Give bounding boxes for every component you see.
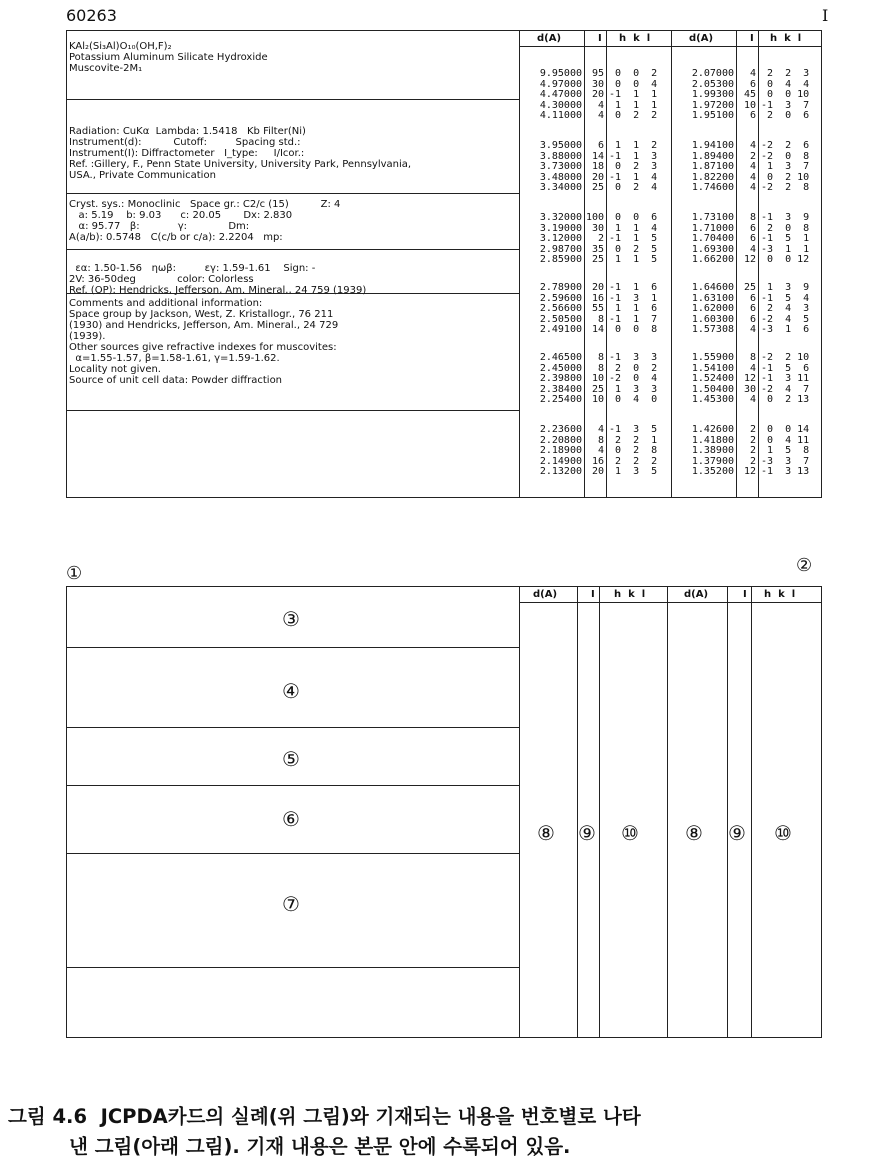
peak-cell-d1: 3.12000 <box>539 233 582 244</box>
peak-cell-d1: 2.46500 <box>539 352 582 363</box>
peak-cell-hkl2: -1 5 4 <box>761 292 810 304</box>
col-header-hkl: h k l <box>619 33 651 44</box>
peak-cell-d2: 1.71000 <box>691 222 734 234</box>
peak-cell-i2: 25 <box>743 282 756 293</box>
peak-cell-hkl1: 2 0 2 <box>609 362 658 374</box>
region-7-label: ⑦ <box>282 892 300 916</box>
peak-cell-i1: 18 <box>591 161 604 172</box>
peak-cell-i1: 20 <box>591 171 604 183</box>
peak-cell-i1: 20 <box>591 466 604 477</box>
peak-cell-hkl1: 0 2 2 <box>609 110 658 121</box>
peak-cell-d1: 2.13200 <box>539 466 582 477</box>
peak-cell-hkl1: -1 1 6 <box>609 282 658 293</box>
peak-cell-i2: 45 <box>743 89 756 100</box>
diagram-header-i2: I <box>743 589 747 600</box>
peak-cell-i2: 4 <box>749 362 756 374</box>
peak-cell-i2: 8 <box>749 212 756 223</box>
peak-cell-d1: 2.98700 <box>539 243 582 255</box>
peak-cell-hkl2: 1 3 7 <box>761 161 810 172</box>
peak-cell-hkl2: 1 5 8 <box>761 445 810 456</box>
peak-cell-hkl1: 0 2 8 <box>609 445 658 456</box>
peak-cell-d2: 1.50400 <box>691 383 734 395</box>
peak-cell-d2: 1.95100 <box>691 110 734 121</box>
peak-cell-i1: 14 <box>591 324 604 335</box>
peak-cell-hkl1: -1 3 3 <box>609 352 658 363</box>
peak-cell-hkl2: 2 0 8 <box>761 222 810 234</box>
peak-cell-d1: 4.47000 <box>539 89 582 100</box>
peak-cell-d2: 1.37900 <box>691 455 734 467</box>
peak-cell-i1: 8 <box>597 434 604 446</box>
peak-cell-d1: 2.50500 <box>539 313 582 325</box>
peak-cell-hkl2: -1 3 11 <box>761 373 810 384</box>
peak-cell-hkl2: -1 3 7 <box>761 99 810 111</box>
peak-cell-i2: 2 <box>749 445 756 456</box>
diagram-header-d: d(A) <box>533 589 558 600</box>
peak-cell-d1: 3.73000 <box>539 161 582 172</box>
peak-cell-d2: 2.05300 <box>691 78 734 90</box>
peak-cell-i1: 30 <box>591 78 604 90</box>
col-8b-label: ⑧ <box>685 821 703 845</box>
peak-cell-d2: 1.45300 <box>691 394 734 405</box>
peak-cell-d2: 1.73100 <box>691 212 734 223</box>
card-quality-mark: I <box>822 6 829 25</box>
peak-cell-d2: 2.07000 <box>691 68 734 79</box>
peak-cell-hkl1: 0 2 3 <box>609 161 658 172</box>
peak-cell-d1: 2.25400 <box>539 394 582 405</box>
peak-cell-d2: 1.97200 <box>691 99 734 111</box>
peak-cell-d2: 1.89400 <box>691 150 734 162</box>
peak-cell-hkl2: -2 4 7 <box>761 383 810 395</box>
peak-cell-d2: 1.62000 <box>691 303 734 314</box>
mineral-name: Potassium Aluminum Silicate Hydroxide <box>69 52 268 63</box>
peak-cell-hkl1: 1 1 4 <box>609 222 658 234</box>
peak-cell-hkl1: 1 1 6 <box>609 303 658 314</box>
region-5-label: ⑤ <box>282 747 300 771</box>
peak-cell-d1: 2.49100 <box>539 324 582 335</box>
peak-cell-hkl1: 0 4 0 <box>609 394 658 405</box>
peak-cell-d2: 1.66200 <box>691 254 734 265</box>
peak-cell-d2: 1.63100 <box>691 292 734 304</box>
peak-cell-hkl1: 1 1 5 <box>609 254 658 265</box>
peak-cell-i1: 16 <box>591 455 604 467</box>
peak-cell-hkl2: -1 3 13 <box>761 466 810 477</box>
peak-cell-hkl2: -3 1 6 <box>761 324 810 335</box>
peak-cell-d2: 1.99300 <box>691 89 734 100</box>
peak-cell-hkl1: 2 2 1 <box>609 434 658 446</box>
peak-cell-hkl1: -1 1 7 <box>609 313 658 325</box>
region-6-label: ⑥ <box>282 807 300 831</box>
peak-cell-i2: 12 <box>743 373 756 384</box>
peak-cell-i1: 55 <box>591 303 604 314</box>
peak-cell-hkl2: 2 2 3 <box>761 68 810 79</box>
card-layout-diagram <box>66 586 822 1038</box>
col-9-label: ⑨ <box>578 821 596 845</box>
peak-cell-d1: 3.48000 <box>539 171 582 183</box>
peak-cell-hkl1: -1 3 1 <box>609 292 658 304</box>
peak-cell-d2: 1.57308 <box>691 324 734 335</box>
peak-cell-hkl1: 1 3 3 <box>609 383 658 395</box>
peak-cell-i2: 2 <box>749 434 756 446</box>
col-10-label: ⑩ <box>621 821 639 845</box>
peak-cell-d1: 4.97000 <box>539 78 582 90</box>
peak-cell-d2: 1.35200 <box>691 466 734 477</box>
peak-cell-i2: 12 <box>743 254 756 265</box>
peak-cell-hkl1: 0 0 6 <box>609 212 658 223</box>
col-header-i2: I <box>750 33 754 44</box>
peak-cell-hkl1: 1 1 2 <box>609 140 658 151</box>
peak-cell-hkl1: 0 2 4 <box>609 182 658 193</box>
peak-cell-hkl2: 0 0 10 <box>761 89 810 100</box>
peak-cell-i1: 8 <box>597 362 604 374</box>
peak-cell-i1: 8 <box>597 352 604 363</box>
diagram-info-panel <box>67 587 519 1037</box>
peak-cell-hkl2: 0 4 4 <box>761 78 810 90</box>
peak-cell-hkl2: 0 2 13 <box>761 394 810 405</box>
peak-cell-i1: 10 <box>591 394 604 405</box>
radiation-section: Radiation: CuKα Lambda: 1.5418 Kb Filter(Ni) Instrument(d): Cutoff: Spacing std.: Instrument(I): Diffractometer I_type: I/Icor.: Ref. :Gillery, F., Penn State University, University Park, Pennsylvania, USA., Private Communication <box>69 126 412 181</box>
label-1: ① <box>66 563 83 584</box>
peak-cell-d1: 3.32000 <box>539 212 582 223</box>
peak-cell-hkl2: -3 3 7 <box>761 455 810 467</box>
peak-cell-d1: 2.39800 <box>539 373 582 384</box>
peak-cell-i2: 6 <box>749 78 756 90</box>
col-header-d: d(A) <box>537 33 562 44</box>
formula: KAl₂(Si₃Al)O₁₀(OH,F)₂ <box>69 41 172 52</box>
peak-cell-i1: 16 <box>591 292 604 304</box>
peak-cell-hkl2: -3 1 1 <box>761 243 810 255</box>
peak-cell-d2: 1.54100 <box>691 362 734 374</box>
mineral-polytype: Muscovite-2M₁ <box>69 63 143 74</box>
peak-cell-hkl1: -1 1 5 <box>609 233 658 244</box>
peak-cell-i2: 6 <box>749 303 756 314</box>
peak-cell-hkl2: 2 0 6 <box>761 110 810 121</box>
peak-cell-d1: 2.38400 <box>539 383 582 395</box>
peak-cell-d1: 9.95000 <box>539 68 582 79</box>
peak-cell-hkl1: 1 3 5 <box>609 466 658 477</box>
peak-cell-i2: 4 <box>749 171 756 183</box>
peak-cell-hkl1: -1 3 5 <box>609 424 658 435</box>
peak-cell-i2: 2 <box>749 150 756 162</box>
peak-cell-d2: 1.70400 <box>691 233 734 244</box>
peak-cell-d1: 4.11000 <box>539 110 582 121</box>
diagram-table-region <box>519 587 821 1037</box>
peak-cell-hkl1: 2 2 2 <box>609 455 658 467</box>
peak-cell-d2: 1.42600 <box>691 424 734 435</box>
peak-cell-i2: 6 <box>749 233 756 244</box>
peak-cell-i2: 6 <box>749 110 756 121</box>
peak-cell-i1: 4 <box>597 99 604 111</box>
peak-cell-i2: 6 <box>749 313 756 325</box>
peak-cell-d1: 2.14900 <box>539 455 582 467</box>
peak-cell-d2: 1.52400 <box>691 373 734 384</box>
peak-cell-i2: 4 <box>749 324 756 335</box>
peak-cell-i2: 4 <box>749 243 756 255</box>
peak-cell-d2: 1.41800 <box>691 434 734 446</box>
label-2: ② <box>796 555 813 576</box>
peak-cell-i1: 6 <box>597 140 604 151</box>
peak-cell-i2: 6 <box>749 292 756 304</box>
peak-cell-hkl2: -1 5 6 <box>761 362 810 374</box>
col-9b-label: ⑨ <box>728 821 746 845</box>
peak-cell-i1: 35 <box>591 243 604 255</box>
col-10b-label: ⑩ <box>774 821 792 845</box>
peak-cell-d1: 2.59600 <box>539 292 582 304</box>
peak-cell-i1: 4 <box>597 110 604 121</box>
peak-cell-i2: 4 <box>749 182 756 193</box>
figure-caption-line1: 그림 4.6 JCPDA카드의 실례(위 그림)와 기재되는 내용을 번호별로 나타 <box>8 1105 641 1128</box>
col-header-d2: d(A) <box>689 33 714 44</box>
peak-cell-hkl2: -2 4 5 <box>761 313 810 325</box>
peak-cell-hkl1: 0 0 4 <box>609 78 658 90</box>
peak-cell-d2: 1.69300 <box>691 243 734 255</box>
peak-cell-d1: 2.78900 <box>539 282 582 293</box>
peak-cell-i1: 14 <box>591 150 604 162</box>
peak-cell-d1: 3.19000 <box>539 222 582 234</box>
peak-cell-hkl2: 1 3 9 <box>761 282 810 293</box>
peak-cell-d1: 2.56600 <box>539 303 582 314</box>
peak-cell-i1: 4 <box>597 445 604 456</box>
peak-cell-d1: 3.34000 <box>539 182 582 193</box>
peak-cell-d2: 1.74600 <box>691 182 734 193</box>
peak-cell-i1: 95 <box>591 68 604 79</box>
peak-cell-d2: 1.94100 <box>691 140 734 151</box>
col-header-i: I <box>598 33 602 44</box>
peak-cell-i2: 4 <box>749 394 756 405</box>
peak-cell-hkl1: 0 2 5 <box>609 243 658 255</box>
peak-cell-hkl2: -1 3 9 <box>761 212 810 223</box>
peak-cell-hkl2: 0 2 10 <box>761 171 810 183</box>
peak-cell-hkl2: -2 2 10 <box>761 352 810 363</box>
peak-cell-i2: 2 <box>749 424 756 435</box>
peak-cell-hkl1: 0 0 2 <box>609 68 658 79</box>
peak-cell-hkl2: 2 4 3 <box>761 303 810 314</box>
peak-cell-d2: 1.87100 <box>691 161 734 172</box>
region-4-label: ④ <box>282 679 300 703</box>
peak-cell-i2: 30 <box>743 383 756 395</box>
peak-cell-i2: 12 <box>743 466 756 477</box>
peak-cell-d2: 1.82200 <box>691 171 734 183</box>
peak-cell-i1: 20 <box>591 89 604 100</box>
diagram-header-hkl: h k l <box>614 589 646 600</box>
peak-cell-i1: 100 <box>585 212 604 223</box>
optical-section: εα: 1.50-1.56 ηωβ: εγ: 1.59-1.61 Sign: - 2V: 36-50deg color: Colorless Ref. (OP): Hendricks, Jefferson, Am. Mineral., 24 759 (1939) <box>69 263 367 296</box>
peak-cell-d1: 3.95000 <box>539 140 582 151</box>
peak-cell-hkl2: -2 0 8 <box>761 150 810 162</box>
region-3-label: ③ <box>282 607 300 631</box>
peak-cell-d2: 1.64600 <box>691 282 734 293</box>
peak-cell-i1: 4 <box>597 424 604 435</box>
peak-cell-i2: 8 <box>749 352 756 363</box>
peak-cell-d1: 4.30000 <box>539 99 582 111</box>
peak-cell-i1: 10 <box>591 373 604 384</box>
peak-cell-hkl1: -1 1 3 <box>609 150 658 162</box>
peak-cell-d2: 1.38900 <box>691 445 734 456</box>
peak-cell-i2: 6 <box>749 222 756 234</box>
peak-cell-hkl2: -2 2 6 <box>761 140 810 151</box>
peak-cell-i1: 20 <box>591 282 604 293</box>
diagram-header-d2: d(A) <box>684 589 709 600</box>
peak-cell-i1: 2 <box>597 233 604 244</box>
peak-cell-i2: 4 <box>749 140 756 151</box>
diagram-header-hkl2: h k l <box>764 589 796 600</box>
comments-section: Comments and additional information: Space group by Jackson, West, Z. Kristallogr., 76 211 (1930) and Hendricks, Jefferson, Am. Mineral., 24 729 (1939). Other sources give refractive indexes for muscovites: α=1.55-1.57, β=1.58-1.61, γ=1.59-1.62. Locality not given. Source of unit cell data: Powder diffraction <box>69 298 339 386</box>
peak-cell-hkl2: -2 2 8 <box>761 182 810 193</box>
col-8-label: ⑧ <box>537 821 555 845</box>
card-number: 60263 <box>66 6 117 25</box>
peak-cell-i1: 25 <box>591 383 604 395</box>
peak-cell-i2: 4 <box>749 68 756 79</box>
card-info-panel <box>67 31 519 497</box>
peak-cell-d2: 1.55900 <box>691 352 734 363</box>
peak-cell-d1: 3.88000 <box>539 150 582 162</box>
peak-cell-i1: 25 <box>591 182 604 193</box>
diffraction-table <box>519 31 821 497</box>
peak-cell-hkl1: -2 0 4 <box>609 373 658 384</box>
peak-cell-hkl2: 0 0 14 <box>761 424 810 435</box>
peak-cell-d1: 2.20800 <box>539 434 582 446</box>
peak-cell-i1: 8 <box>597 313 604 325</box>
peak-cell-i2: 2 <box>749 455 756 467</box>
peak-cell-d1: 2.45000 <box>539 362 582 374</box>
peak-cell-i2: 10 <box>743 99 756 111</box>
peak-cell-d2: 1.60300 <box>691 313 734 325</box>
peak-cell-d1: 2.23600 <box>539 424 582 435</box>
diagram-header-i: I <box>591 589 595 600</box>
peak-cell-i2: 4 <box>749 161 756 172</box>
peak-cell-hkl1: -1 1 4 <box>609 171 658 183</box>
jcpds-card <box>66 30 822 498</box>
peak-cell-hkl1: 0 0 8 <box>609 324 658 335</box>
figure-caption-line2: 낸 그림(아래 그림). 기재 내용은 본문 안에 수록되어 있음. <box>8 1135 571 1158</box>
peak-cell-hkl2: 0 4 11 <box>761 434 810 446</box>
col-header-hkl2: h k l <box>770 33 802 44</box>
peak-cell-hkl1: 1 1 1 <box>609 99 658 111</box>
crystal-section: Cryst. sys.: Monoclinic Space gr.: C2/c (15) Z: 4 a: 5.19 b: 9.03 c: 20.05 Dx: 2.830 α: 95.77 β: γ: Dm: A(a/b): 0.5748 C(c/b or c/a): 2.2204 mp: <box>69 199 341 243</box>
peak-cell-hkl2: -1 5 1 <box>761 233 810 244</box>
peak-cell-hkl2: 0 0 12 <box>761 254 810 265</box>
peak-cell-hkl1: -1 1 1 <box>609 89 658 100</box>
peak-cell-i1: 30 <box>591 222 604 234</box>
peak-cell-d1: 2.85900 <box>539 254 582 265</box>
peak-cell-d1: 2.18900 <box>539 445 582 456</box>
peak-cell-i1: 25 <box>591 254 604 265</box>
